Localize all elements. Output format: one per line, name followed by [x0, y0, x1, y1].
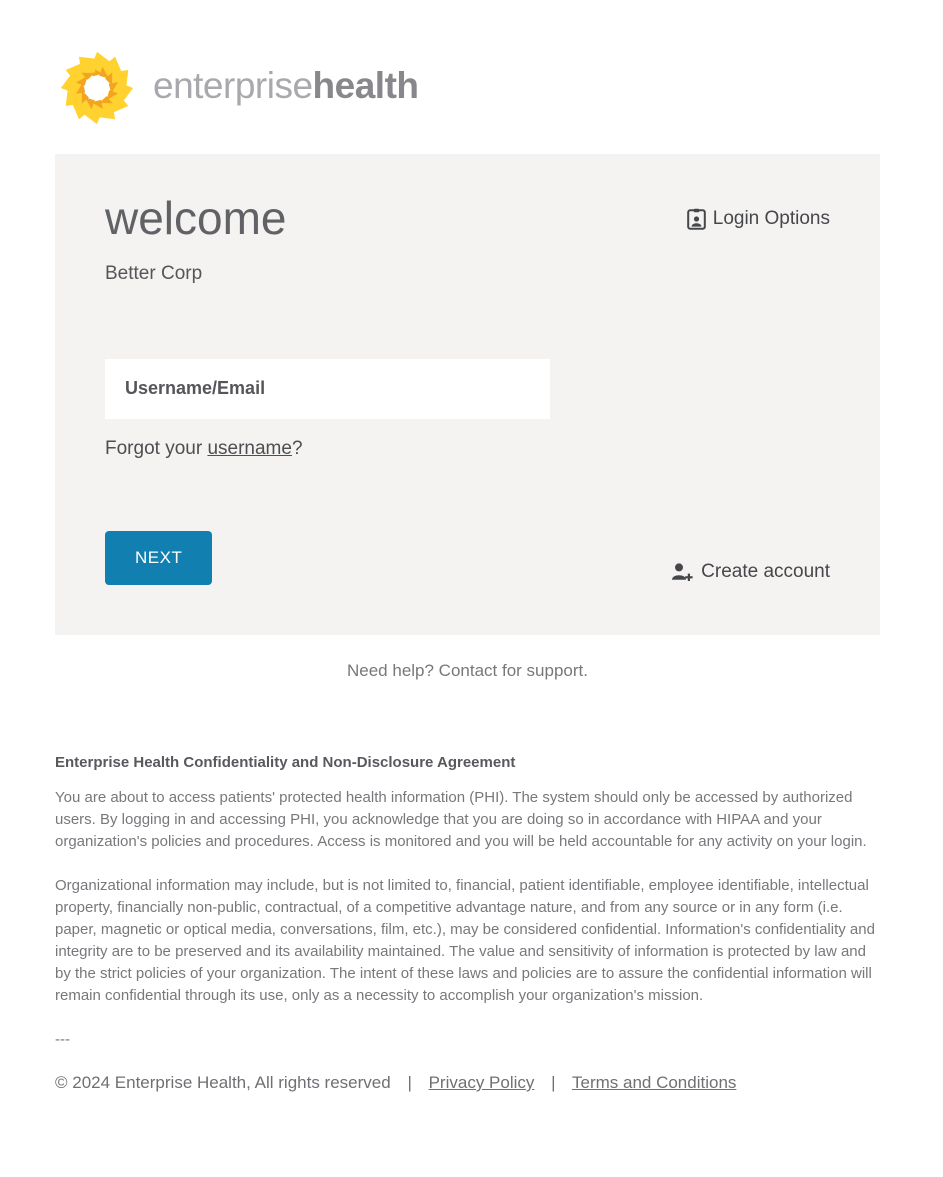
copyright-text: © 2024 Enterprise Health, All rights reserved	[55, 1073, 391, 1092]
enterprise-health-logo	[55, 0, 880, 130]
username-input[interactable]	[105, 359, 550, 419]
forgot-suffix: ?	[291, 437, 303, 459]
forgot-username-link[interactable]: username	[207, 437, 292, 459]
login-panel	[55, 154, 880, 635]
support-help-text: Need help? Contact for support.	[347, 661, 588, 680]
confidentiality-agreement	[55, 754, 880, 1051]
page-title: welcome	[105, 192, 287, 244]
terms-conditions-link[interactable]: Terms and Conditions	[571, 1073, 737, 1092]
next-button[interactable]: NEXT	[105, 531, 212, 585]
agreement-paragraph-1: You are about to access patients' protected health information (PHI). The system should only be accessed by authorized users. By logging in and accessing PHI, you acknowledge that you are doing so in accordance with HIPAA and your organization's policies and procedures. Access is monitored and you will be held accountable for any activity on your login.	[55, 789, 867, 850]
person-add-icon	[670, 562, 693, 582]
page-container	[55, 0, 880, 1133]
create-account-label: Create account	[701, 560, 830, 582]
agreement-separator: ---	[55, 1031, 70, 1048]
footer-divider: |	[551, 1073, 556, 1092]
brand-name-bold: health	[312, 64, 419, 106]
agreement-heading: Enterprise Health Confidentiality and Non-Disclosure Agreement	[55, 754, 516, 771]
login-options-label: Login Options	[712, 208, 830, 229]
agreement-paragraph-2: Organizational information may include, but is not limited to, financial, patient identifiable, employee identifiable, intellectual property, financially non-public, contractual, of a competitive advantage nature, and from any source or in any form (i.e. paper, magnetic or optical media, conversations, film, etc.), may be considered confidential. Information's confidentiality and integrity are to be preserved and its availability maintained. The value and sensitivity of information is protected by law and by the strict policies of your organization. The intent of these laws and policies are to assure the confidential information will remain confidential through its use, only as a necessity to accomplish your organization's mission.	[55, 877, 875, 1004]
footer-divider: |	[407, 1073, 412, 1092]
page-footer	[55, 1073, 880, 1133]
forgot-username-line	[105, 438, 830, 460]
brand-name-light: enterprise	[153, 64, 313, 106]
login-options-link[interactable]	[687, 208, 830, 230]
forgot-prefix: Forgot your	[105, 437, 208, 459]
id-badge-icon	[687, 208, 706, 230]
privacy-policy-link[interactable]: Privacy Policy	[428, 1073, 535, 1092]
sunburst-logo-icon	[55, 46, 139, 130]
organization-name: Better Corp	[105, 262, 203, 284]
create-account-link[interactable]	[670, 561, 830, 583]
brand-wordmark	[153, 64, 419, 110]
